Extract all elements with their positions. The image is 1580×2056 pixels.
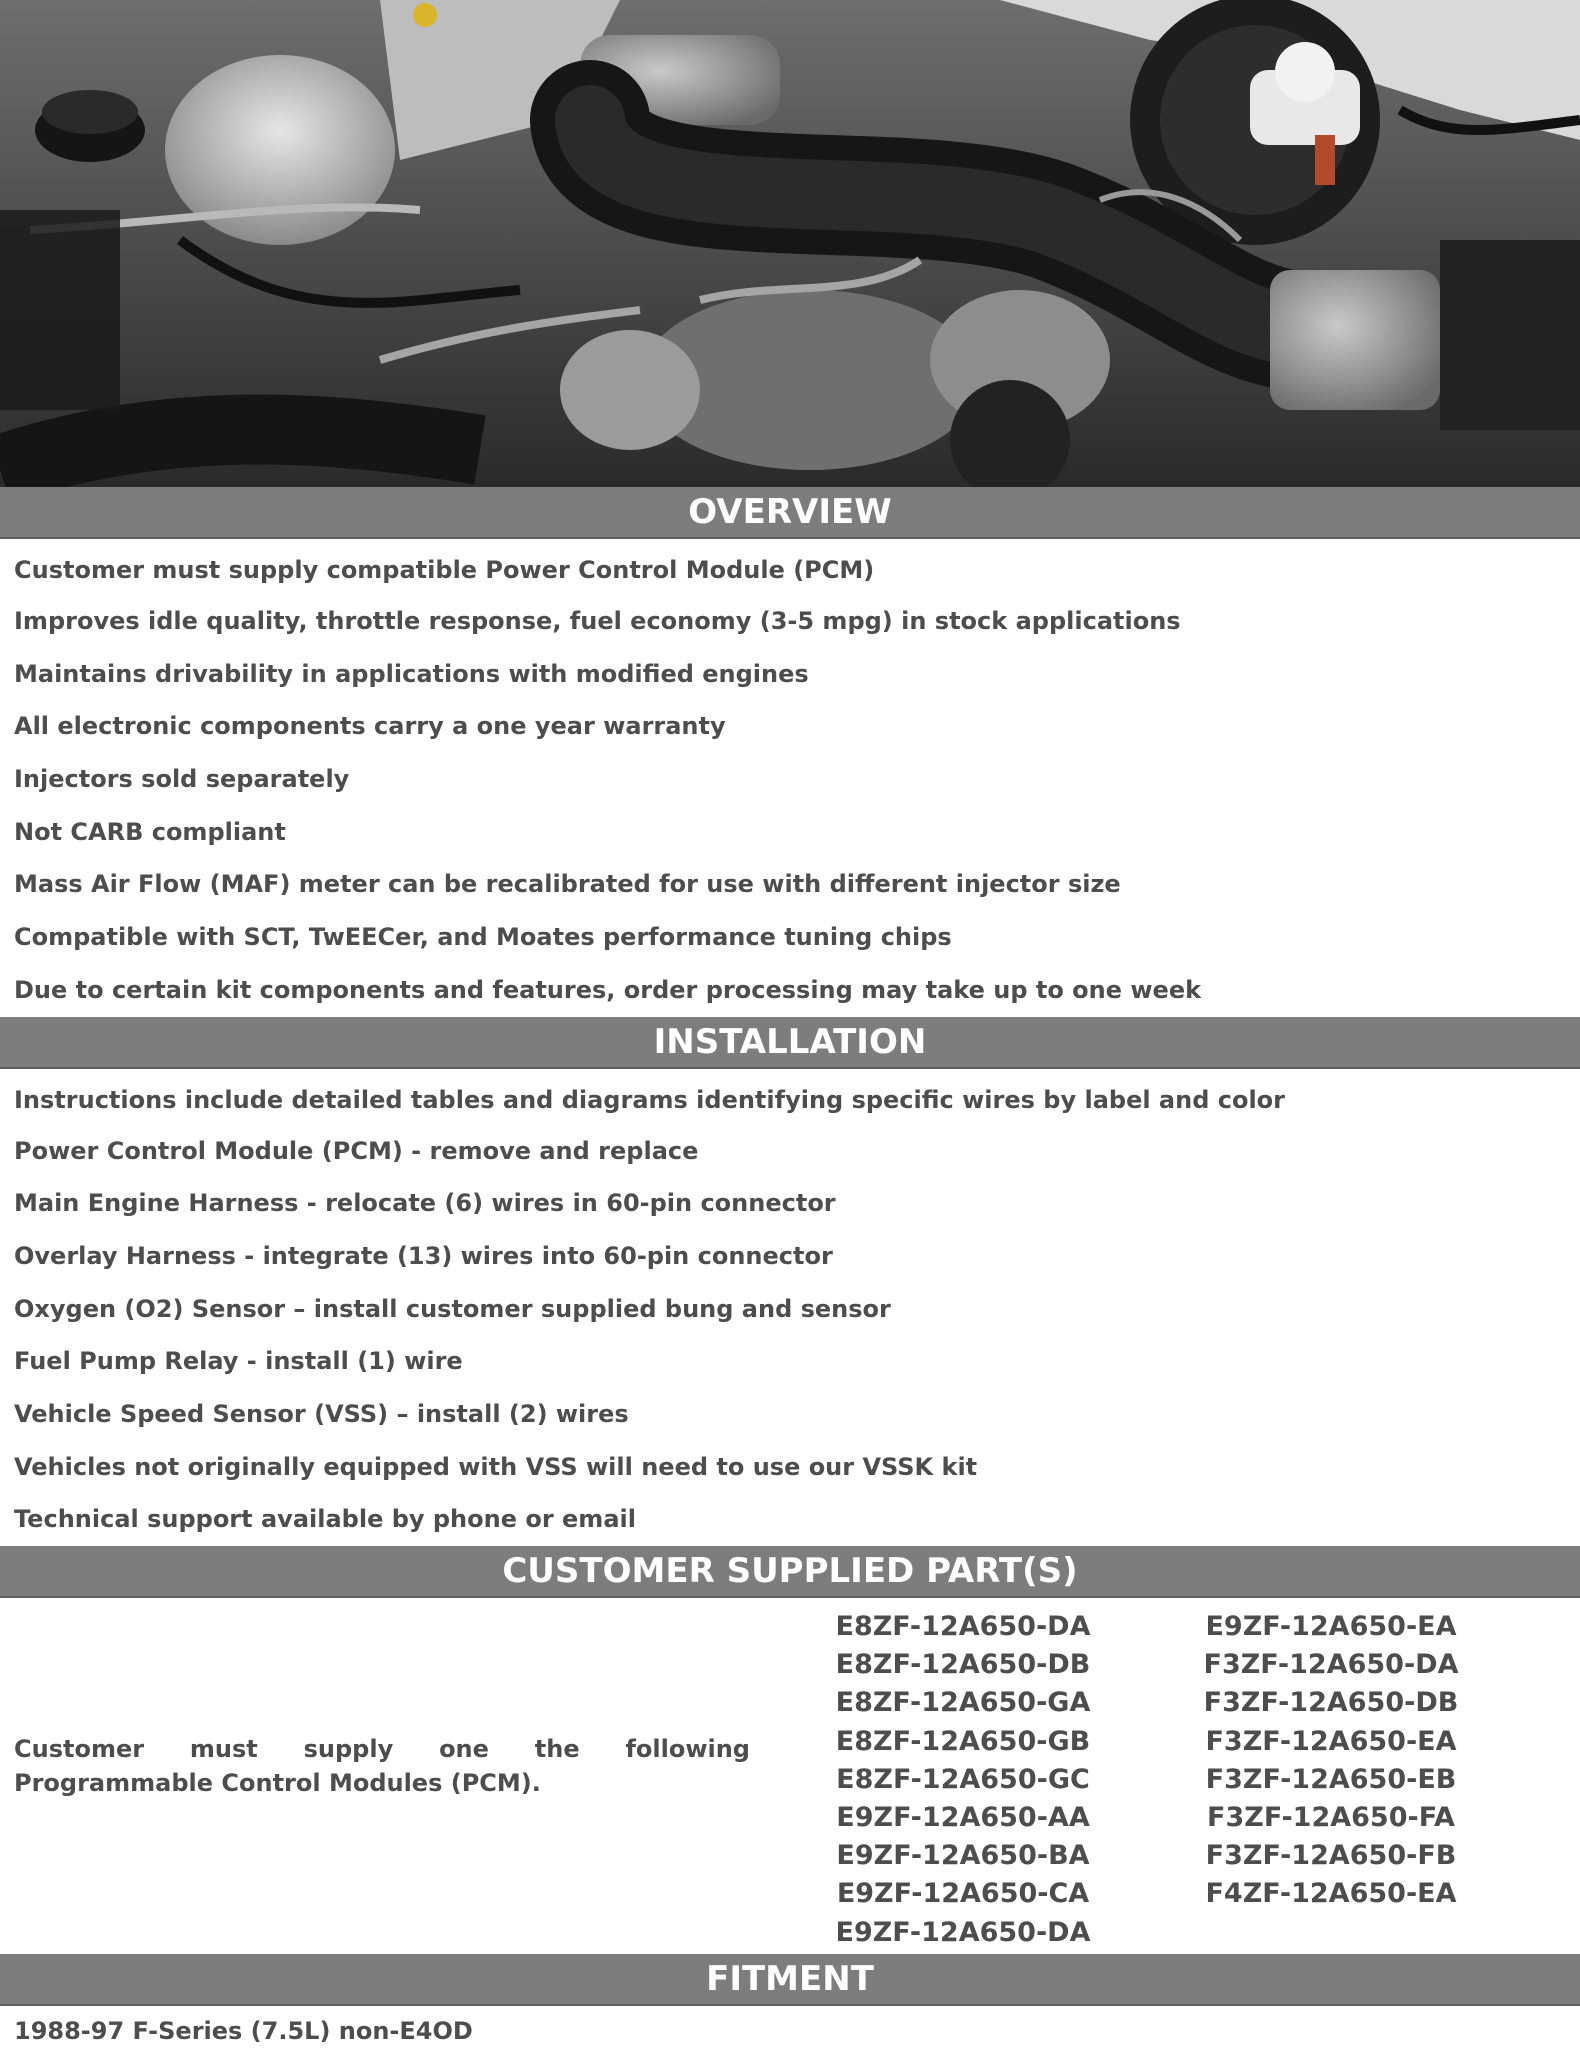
list-item: Vehicle Speed Sensor (VSS) – install (2) wires xyxy=(14,1399,629,1428)
part-number: E8ZF-12A650-GA xyxy=(835,1687,1091,1719)
fitment-text: 1988-97 F-Series (7.5L) non-E4OD xyxy=(14,2017,473,2045)
list-item: Vehicles not originally equipped with VSS will need to use our VSSK kit xyxy=(14,1452,978,1481)
list-item: Mass Air Flow (MAF) meter can be recalibrated for use with different injector size xyxy=(14,870,1121,899)
list-item: Due to certain kit components and features, order processing may take up to one week xyxy=(14,975,1202,1004)
part-number: E8ZF-12A650-GB xyxy=(835,1725,1091,1757)
list-item: Fuel Pump Relay - install (1) wire xyxy=(14,1347,463,1376)
part-number: F3ZF-12A650-FB xyxy=(1205,1840,1457,1872)
parts-column-2 xyxy=(1181,1608,1481,1914)
part-number: E9ZF-12A650-BA xyxy=(836,1840,1090,1872)
part-number: E9ZF-12A650-CA xyxy=(836,1878,1090,1910)
part-number: E9ZF-12A650-AA xyxy=(836,1801,1090,1833)
list-item: Main Engine Harness - relocate (6) wires in 60-pin connector xyxy=(14,1189,836,1218)
list-item: Compatible with SCT, TwEECer, and Moates performance tuning chips xyxy=(14,923,952,952)
list-item: Instructions include detailed tables and diagrams identifying specific wires by label and color xyxy=(14,1085,1286,1114)
list-item: Overlay Harness - integrate (13) wires into 60-pin connector xyxy=(14,1241,833,1270)
list-item: Not CARB compliant xyxy=(14,817,286,846)
part-number: E8ZF-12A650-GC xyxy=(836,1763,1090,1795)
part-number: F3ZF-12A650-EA xyxy=(1205,1725,1457,1757)
list-item: Maintains drivability in applications with modified engines xyxy=(14,659,809,688)
list-item: Customer must supply compatible Power Control Module (PCM) xyxy=(14,556,875,584)
list-item: Injectors sold separately xyxy=(14,765,350,794)
list-item: Improves idle quality, throttle response, fuel economy (3-5 mpg) in stock applications xyxy=(14,607,1181,635)
overview-list xyxy=(0,539,1580,1017)
parts-note: Customer must supply one the following Programmable Control Modules (PCM). xyxy=(14,1735,750,1797)
part-number: F3ZF-12A650-DB xyxy=(1203,1687,1459,1719)
part-number: E9ZF-12A650-EA xyxy=(1205,1611,1457,1642)
part-number: F3ZF-12A650-EB xyxy=(1205,1763,1457,1795)
part-number: F3ZF-12A650-FA xyxy=(1207,1801,1455,1833)
fitment-header: FITMENT xyxy=(0,1954,1580,2006)
parts-header: CUSTOMER SUPPLIED PART(S) xyxy=(0,1546,1580,1598)
list-item: Power Control Module (PCM) - remove and replace xyxy=(14,1136,699,1165)
overview-header: OVERVIEW xyxy=(0,487,1580,539)
list-item: Technical support available by phone or email xyxy=(14,1505,636,1534)
parts-column-1 xyxy=(813,1608,1113,1952)
part-number: E9ZF-12A650-DA xyxy=(835,1916,1091,1948)
engine-photo xyxy=(0,0,1580,487)
installation-header: INSTALLATION xyxy=(0,1017,1580,1069)
list-item: Oxygen (O2) Sensor – install customer supplied bung and sensor xyxy=(14,1294,891,1323)
list-item: All electronic components carry a one year warranty xyxy=(14,712,726,741)
part-number: F3ZF-12A650-DA xyxy=(1203,1649,1459,1681)
part-number: E8ZF-12A650-DB xyxy=(835,1649,1091,1681)
parts-section xyxy=(0,1598,1580,1954)
installation-list xyxy=(0,1069,1580,1547)
part-number: E8ZF-12A650-DA xyxy=(835,1611,1091,1642)
part-number: F4ZF-12A650-EA xyxy=(1205,1878,1457,1910)
